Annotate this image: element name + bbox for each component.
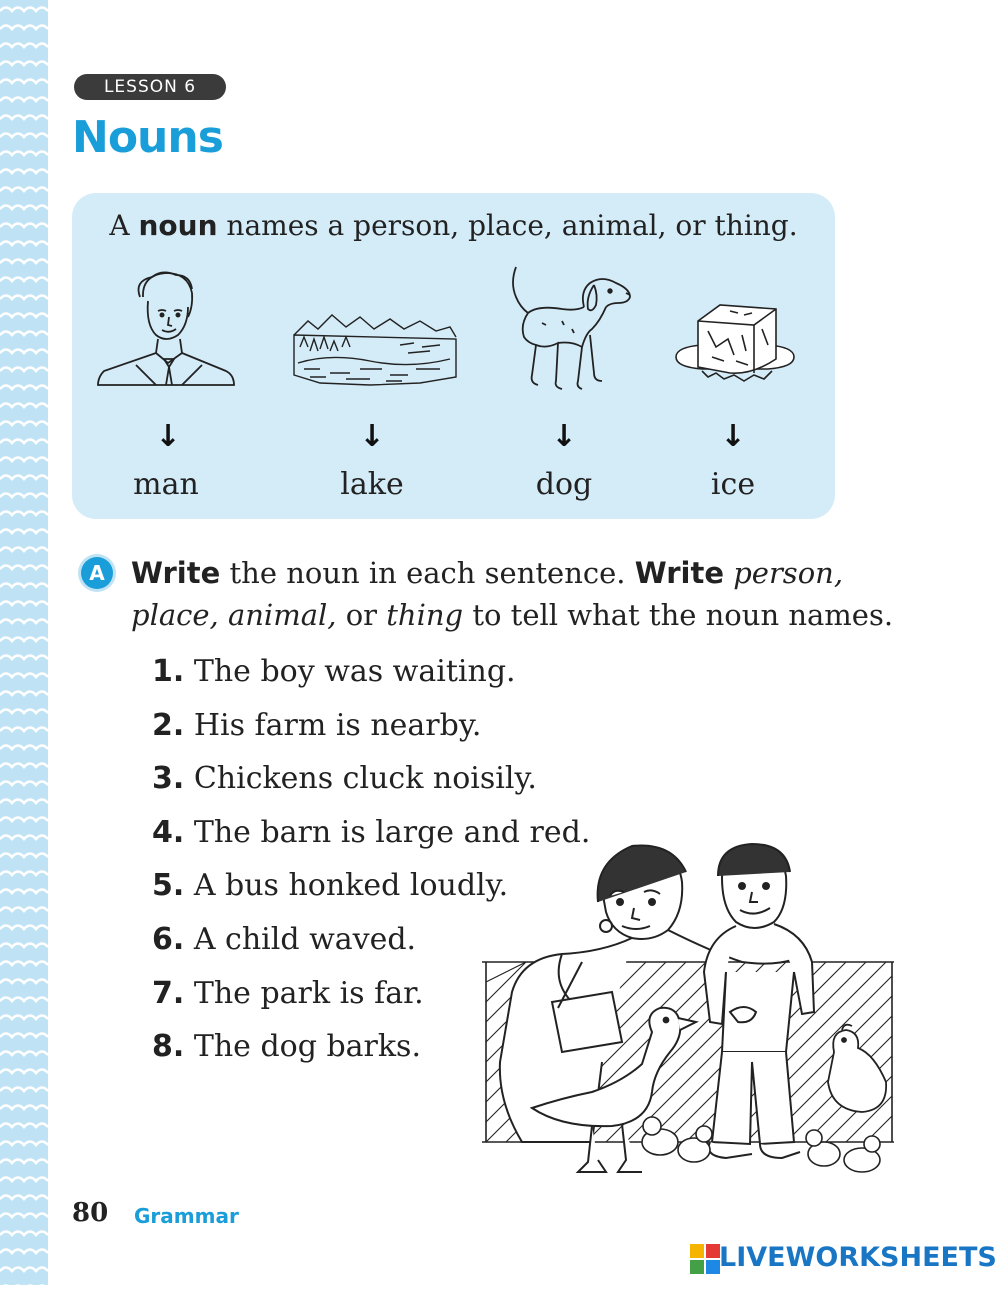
exercise-item	[152, 708, 481, 743]
instruction-text: or	[336, 598, 387, 632]
item-number: 1.	[152, 654, 185, 689]
exercise-item	[152, 654, 516, 689]
section-name: Grammar	[134, 1204, 239, 1228]
item-sentence: His farm is nearby.	[184, 708, 482, 743]
exercise-item	[152, 976, 424, 1011]
dog-picture	[502, 263, 642, 403]
arrow-down-icon: ↓	[720, 419, 746, 454]
instruction-verb: Write	[131, 556, 221, 590]
ice-picture	[672, 299, 798, 391]
exercise-item	[152, 922, 416, 957]
instruction-text	[724, 556, 733, 590]
wave-border	[0, 0, 48, 1285]
farm-illustration	[482, 842, 894, 1187]
instruction-option: place, animal,	[131, 598, 337, 632]
instruction-option: person,	[733, 556, 844, 590]
item-sentence: A bus honked loudly.	[184, 868, 509, 903]
example-noun: lake	[340, 467, 404, 502]
exercise-badge: A	[81, 557, 113, 589]
instruction-verb: Write	[634, 556, 724, 590]
item-number: 6.	[152, 922, 185, 957]
item-sentence: The park is far.	[184, 976, 424, 1011]
definition-after: names a person, place, animal, or thing.	[217, 209, 798, 242]
example-noun: dog	[535, 467, 593, 502]
definition-text	[72, 209, 835, 242]
exercise-instructions	[131, 552, 911, 636]
liveworksheets-logo-icon	[690, 1244, 720, 1274]
man-picture	[96, 267, 236, 389]
item-number: 5.	[152, 868, 185, 903]
item-number: 4.	[152, 815, 185, 850]
definition-before: A	[109, 209, 139, 242]
watermark-text: LIVEWORKSHEETS	[719, 1242, 997, 1273]
instruction-text: the noun in each sentence.	[220, 556, 635, 590]
definition-keyword: noun	[138, 209, 218, 242]
example-noun: ice	[710, 467, 756, 502]
page-title: Nouns	[72, 112, 223, 163]
lesson-label: LESSON 6	[74, 74, 226, 100]
item-number: 2.	[152, 708, 185, 743]
arrow-down-icon: ↓	[551, 419, 577, 454]
item-sentence: Chickens cluck noisily.	[184, 761, 537, 796]
exercise-item	[152, 761, 537, 796]
item-sentence: A child waved.	[184, 922, 417, 957]
instruction-option: thing	[386, 598, 464, 632]
instruction-text: to tell what the noun names.	[463, 598, 894, 632]
example-noun: man	[133, 467, 199, 502]
item-number: 7.	[152, 976, 185, 1011]
item-number: 3.	[152, 761, 185, 796]
arrow-down-icon: ↓	[155, 419, 181, 454]
item-number: 8.	[152, 1029, 185, 1064]
arrow-down-icon: ↓	[359, 419, 385, 454]
definition-box	[72, 193, 835, 519]
item-sentence: The boy was waiting.	[184, 654, 516, 689]
item-sentence: The barn is large and red.	[184, 815, 591, 850]
exercise-item	[152, 1029, 421, 1064]
exercise-item	[152, 868, 508, 903]
item-sentence: The dog barks.	[184, 1029, 421, 1064]
page-number: 80	[72, 1198, 109, 1228]
lake-picture	[290, 307, 460, 387]
